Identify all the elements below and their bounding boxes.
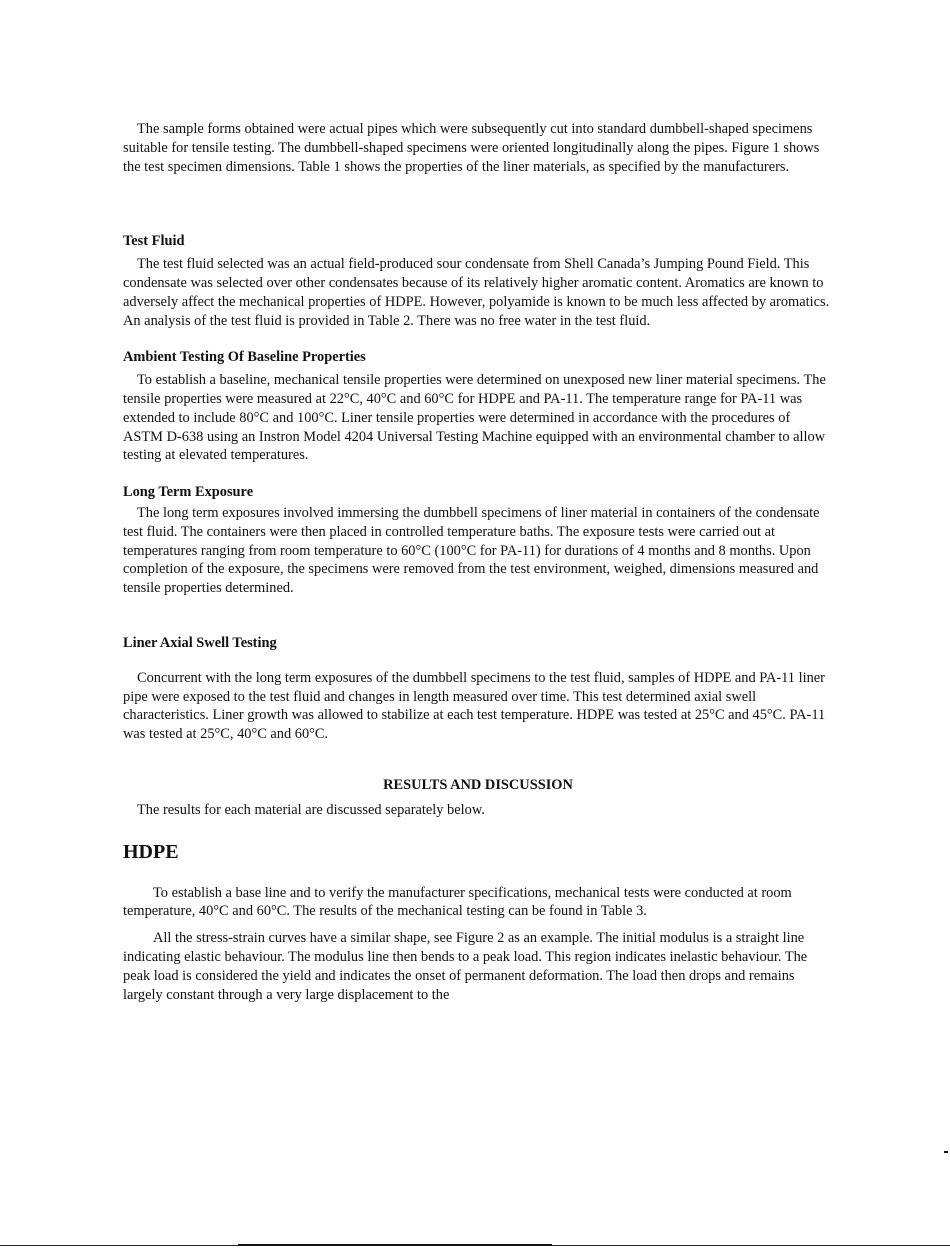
results-heading: RESULTS AND DISCUSSION [383,776,573,793]
hdpe-paragraph-1: To establish a base line and to verify the manufacturer specifications, mechanical tests were conducted at room temperature, 40°C and 60°C. The results of the mechanical testing can be found in Table 3. [123,884,792,920]
axial-swell-heading: Liner Axial Swell Testing [123,634,277,651]
bottom-rule-thick [238,1244,552,1246]
test-fluid-paragraph: The test fluid selected was an actual field-produced sour condensate from Shell Canada’s Jumping Pound Field. This condensate was selected over other condensates because of its relatively higher aromatic content. Aromatics are known to adversely affect the mechanical properties of HDPE. However, polyamide is known to be much less affected by aromatics. An analysis of the test fluid is provided in Table 2. There was no free water in the test fluid. [123,256,830,329]
test-fluid-heading: Test Fluid [123,233,185,250]
hdpe-heading: HDPE [123,840,179,863]
results-paragraph: The results for each material are discussed separately below. [137,801,485,818]
ambient-testing-heading: Ambient Testing Of Baseline Properties [123,349,366,366]
long-term-exposure-heading: Long Term Exposure [123,484,254,501]
document-page [123,120,833,1004]
hdpe-paragraph-2: All the stress-strain curves have a similar shape, see Figure 2 as an example. The initial modulus is a straight line indicating elastic behaviour. The modulus line then bends to a peak load. This region indicates inelastic behaviour. The peak load is considered the yield and indicates the onset of permanent deformation. The load then drops and remains largely constant through a very large displacement to the [123,930,808,1003]
long-term-exposure-paragraph: The long term exposures involved immersing the dumbbell specimens of liner material in containers of the condensate test fluid. The containers were then placed in controlled temperature baths. The exposure tests were carried out at temperatures ranging from room temperature to 60°C (100°C for PA-11) for durations of 4 months and 8 months. Upon completion of the exposure, the specimens were removed from the test environment, weighed, dimensions measured and tensile properties determined. [123,504,820,597]
edge-mark [944,1151,948,1153]
axial-swell-paragraph: Concurrent with the long term exposures of the dumbbell specimens to the test fluid, samples of HDPE and PA-11 liner pipe were exposed to the test fluid and changes in length measured over time. This test determined axial swell characteristics. Liner growth was allowed to stabilize at each test temperature. HDPE was tested at 25°C and 45°C. PA-11 was tested at 25°C, 40°C and 60°C. [123,669,826,743]
intro-paragraph: The sample forms obtained were actual pipes which were subsequently cut into standard dumbbell-shaped specimens suitable for tensile testing. The dumbbell-shaped specimens were oriented longitudinally along the pipes. Figure 1 shows the test specimen dimensions. Table 1 shows the properties of the liner materials, as specified by the manufacturers. [123,121,820,175]
ambient-testing-paragraph: To establish a baseline, mechanical tensile properties were determined on unexposed new liner material specimens. The tensile properties were measured at 22°C, 40°C and 60°C for HDPE and PA-11. The temperature range for PA-11 was extended to include 80°C and 100°C. Liner tensile properties were determined in accordance with the procedures of ASTM D-638 using an Instron Model 4204 Universal Testing Machine equipped with an environmental chamber to allow testing at elevated temperatures. [123,372,826,464]
